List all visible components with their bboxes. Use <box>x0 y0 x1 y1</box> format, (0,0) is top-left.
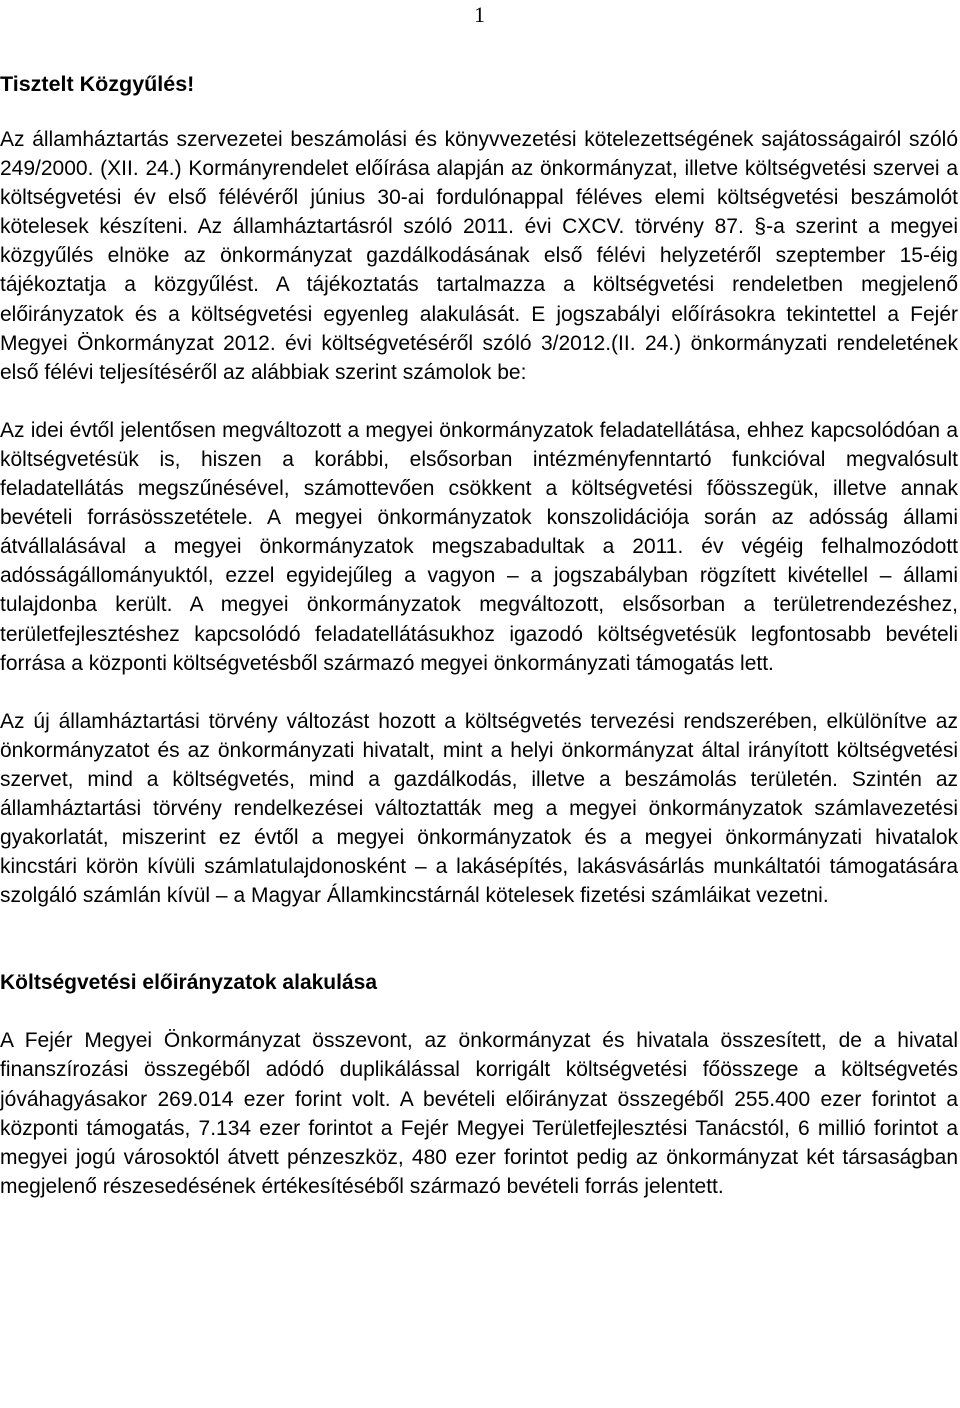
page-number: 1 <box>474 2 485 27</box>
paragraph-task-changes: Az idei évtől jelentősen megváltozott a megyei önkormányzatok feladatellátása, ehhez kapcsolódóan a költségvetésük is, hiszen a korábbi, elsősorban intézményfenntartó funkcióval megvalósult feladatellátás megszűnésével, számottevően csökkent a költségvetési főösszegük, illetve annak bevételi forrásösszetétele. A megyei önkormányzatok konszolidációja során az adósság állami átvállalásával a megyei önkormányzatok megszabadultak a 2011. év végéig felhalmozódott adósságállományuktól, ezzel egyidejűleg a vagyon – a jogszabályban rögzített kivétellel – állami tulajdonba került. A megyei önkormányzatok megváltozott, elsősorban a területrendezéshez, területfejlesztéshez kapcsolódó feladatellátásukhoz igazodó költségvetésük legfontosabb bevételi forrása a központi költségvetésből származó megyei önkormányzati támogatás lett. <box>0 418 958 675</box>
salutation: Tisztelt Közgyűlés! <box>0 72 195 96</box>
paragraph-intro: Az államháztartás szervezetei beszámolási és könyvvezetési kötelezettségének sajátosságairól szóló 249/2000. (XII. 24.) Kormányrendelet előírása alapján az önkormányzat, illetve költségvetési szervei a költségvetési év első félévéről június 30-ai fordulónappal féléves elemi költségvetési beszámolót kötelesek készíteni. Az államháztartásról szóló 2011. évi CXCV. törvény 87. §-a szerint a megyei közgyűlés elnöke az önkormányzat gazdálkodásának első félévi helyzetéről szeptember 15-éig tájékoztatja a közgyűlést. A tájékoztatás tartalmazza a költségvetési rendeletben megjelenő előirányzatok és a költségvetési egyenleg alakulását. E jogszabályi előírásokra tekintettel a Fejér Megyei Önkormányzat 2012. évi költségvetéséről szóló 3/2012.(II. 24.) önkormányzati rendeletének első félévi teljesítéséről az alábbiak szerint számolok be: <box>0 128 958 384</box>
section-heading: Költségvetési előirányzatok alakulása <box>0 971 378 995</box>
document-body <box>0 70 958 1201</box>
paragraph-budget-appropriations: A Fejér Megyei Önkormányzat összevont, az önkormányzat és hivatala összesített, de a hivatal finanszírozási összegéből adódó duplikálással korrigált költségvetési főösszege a költségvetés jóváhagyásakor 269.014 ezer forint volt. A bevételi előirányzat összegéből 255.400 ezer forintot a központi támogatás, 7.134 ezer forintot a Fejér Megyei Területfejlesztési Tanácstól, 6 millió forintot a megyei jogú városoktól átvett pénzeszköz, 480 ezer forintot pedig az önkormányzat két társaságban megjelenő részesedésének értékesítéséből származó bevételi forrás jelentett. <box>0 1029 958 1198</box>
paragraph-public-finance-law: Az új államháztartási törvény változást hozott a költségvetés tervezési rendszerében, elkülönítve az önkormányzatot és az önkormányzati hivatalt, mint a helyi önkormányzat által irányított költségvetési szervet, mind a költségvetés, mind a gazdálkodás, illetve a beszámolás területén. Szintén az államháztartási törvény rendelkezései változtatták meg a megyei önkormányzatok számlavezetési gyakorlatát, miszerint ez évtől a megyei önkormányzatok és a megyei önkormányzati hivatalok kincstári körön kívüli számlatulajdonosként – a lakásépítés, lakásvásárlás munkáltatói támogatására szolgáló számlán kívül – a Magyar Államkincstárnál kötelesek fizetési számláikat vezetni. <box>0 709 958 908</box>
